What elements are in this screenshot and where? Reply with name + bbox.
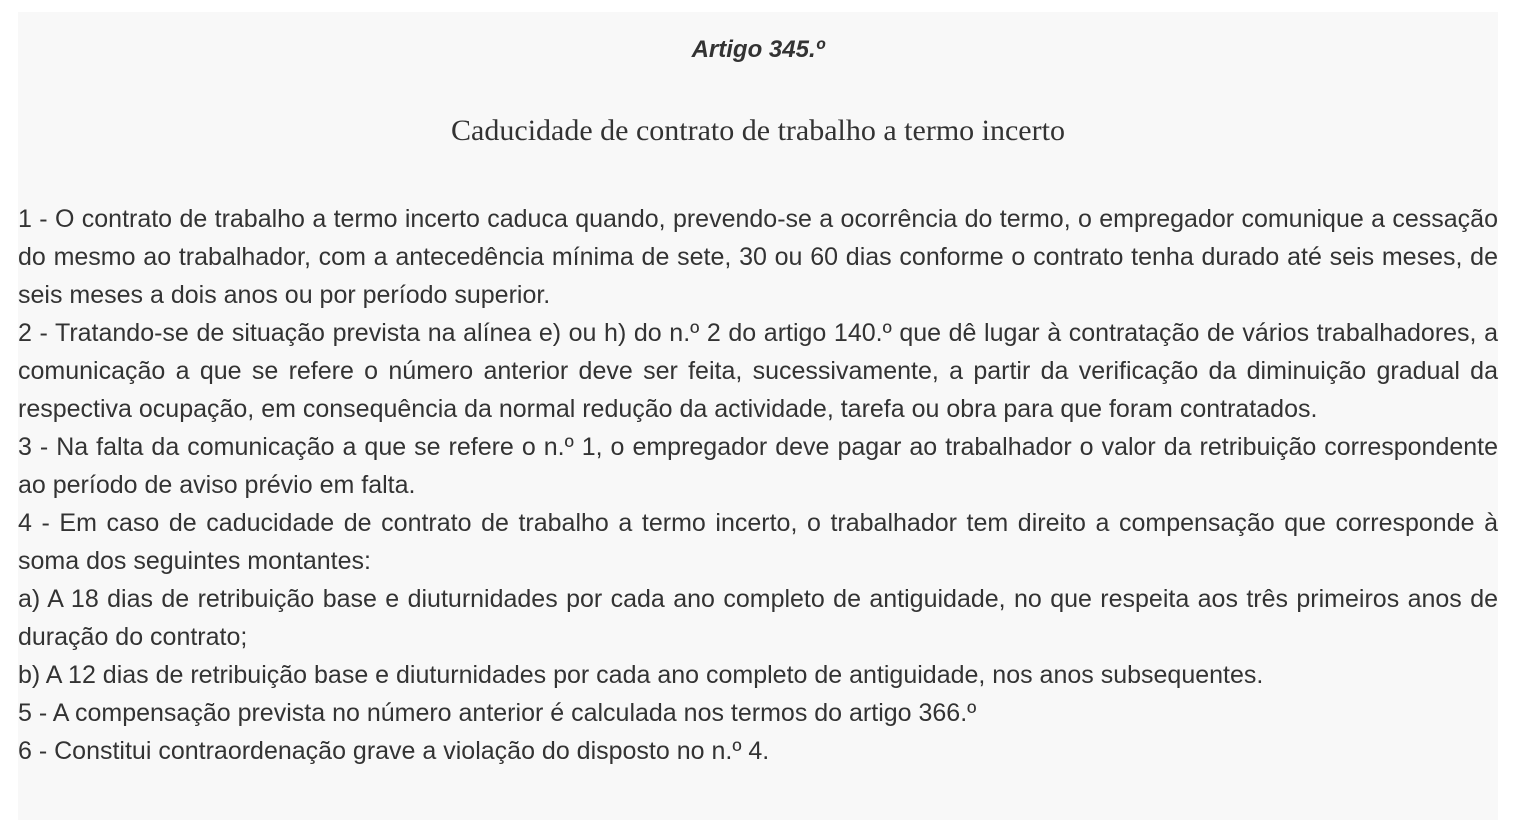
article-number: Artigo 345.º	[691, 36, 825, 63]
article-title: Caducidade de contrato de trabalho a termo incerto	[451, 114, 1065, 147]
paragraph-5: 5 - A compensação prevista no número anterior é calculada nos termos do artigo 366.º	[18, 699, 977, 727]
article-container	[18, 12, 1498, 820]
paragraph-4a: a) A 18 dias de retribuição base e diuturnidades por cada ano completo de antiguidade, no que respeita aos três primeiros anos de duração do contrato;	[18, 585, 1498, 651]
paragraph-4: 4 - Em caso de caducidade de contrato de trabalho a termo incerto, o trabalhador tem direito a compensação que corresponde à soma dos seguintes montantes:	[18, 509, 1498, 575]
paragraph-1: 1 - O contrato de trabalho a termo incerto caduca quando, prevendo-se a ocorrência do termo, o empregador comunique a cessação do mesmo ao trabalhador, com a antecedência mínima de sete, 30 ou 60 dias conforme o contrato tenha durado até seis meses, de seis meses a dois anos ou por período superior.	[18, 205, 1498, 309]
paragraph-6: 6 - Constitui contraordenação grave a violação do disposto no n.º 4.	[18, 737, 770, 765]
article-body	[18, 200, 1498, 770]
paragraph-4b: b) A 12 dias de retribuição base e diuturnidades por cada ano completo de antiguidade, nos anos subsequentes.	[18, 661, 1264, 689]
paragraph-2: 2 - Tratando-se de situação prevista na alínea e) ou h) do n.º 2 do artigo 140.º que dê lugar à contratação de vários trabalhadores, a comunicação a que se refere o número anterior deve ser feita, sucessivamente, a partir da verificação da diminuição gradual da respectiva ocupação, em consequência da normal redução da actividade, tarefa ou obra para que foram contratados.	[18, 319, 1498, 423]
paragraph-3: 3 - Na falta da comunicação a que se refere o n.º 1, o empregador deve pagar ao trabalhador o valor da retribuição correspondente ao período de aviso prévio em falta.	[18, 433, 1498, 499]
